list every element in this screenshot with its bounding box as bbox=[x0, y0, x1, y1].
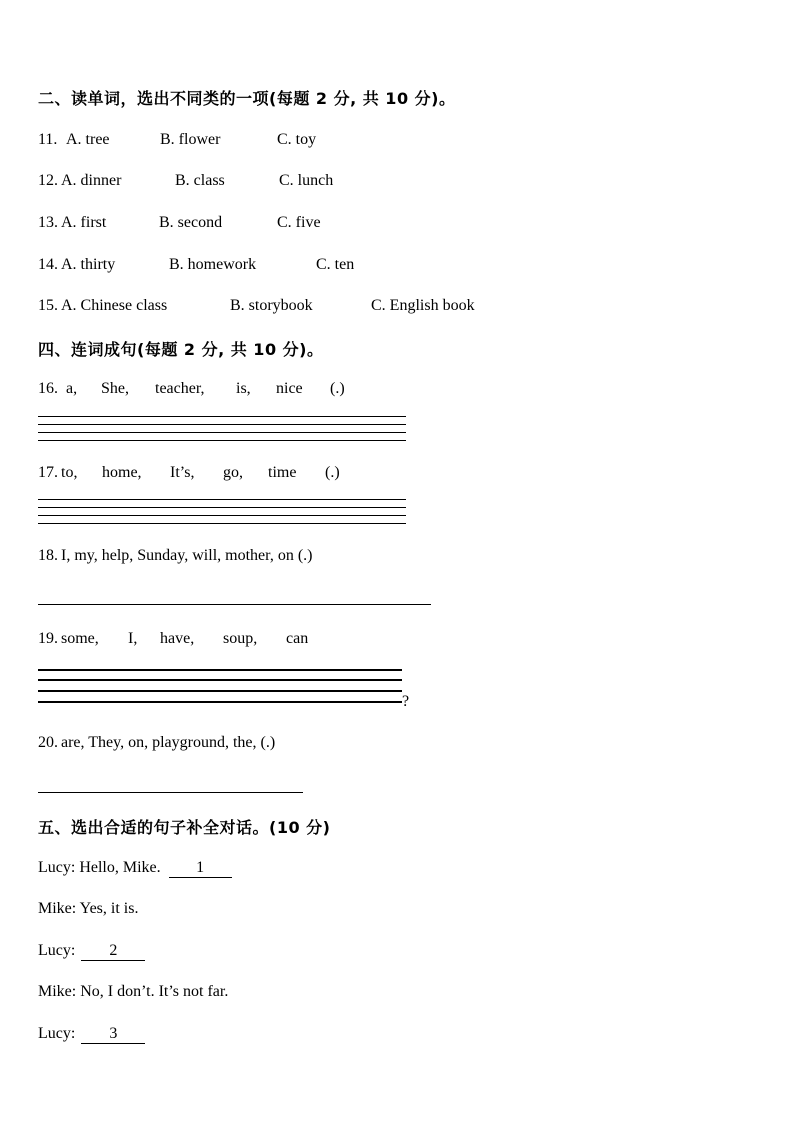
speaker: Lucy: bbox=[38, 1025, 76, 1042]
writing-line[interactable] bbox=[38, 424, 406, 425]
word: teacher, bbox=[155, 380, 205, 397]
answer-line[interactable] bbox=[38, 792, 303, 793]
option-b: B. storybook bbox=[230, 297, 313, 314]
option-b: B. class bbox=[175, 172, 225, 189]
dialogue-text: No, I don’t. It’s not far. bbox=[80, 983, 229, 1000]
question-mark: ? bbox=[402, 693, 410, 710]
speaker: Lucy: bbox=[38, 942, 76, 959]
option-a: A. Chinese class bbox=[61, 297, 168, 314]
question-text: are, They, on, playground, the, (.) bbox=[61, 734, 276, 751]
dialogue-line-4 bbox=[38, 982, 228, 1002]
question-number: 14. bbox=[38, 256, 58, 273]
dialogue-text: Yes, it is. bbox=[79, 900, 139, 917]
question-number: 13. bbox=[38, 214, 58, 231]
writing-line[interactable] bbox=[38, 432, 406, 433]
answer-blank[interactable]: 1 bbox=[169, 859, 232, 878]
writing-line[interactable] bbox=[38, 507, 406, 508]
dialogue-line-3 bbox=[38, 941, 145, 961]
speaker: Lucy: bbox=[38, 859, 76, 876]
word: It’s, bbox=[170, 464, 195, 481]
word: have, bbox=[160, 630, 195, 647]
answer-blank[interactable]: 3 bbox=[81, 1025, 145, 1044]
question-number: 11. bbox=[38, 131, 58, 148]
word: (.) bbox=[330, 380, 345, 397]
option-c: C. toy bbox=[277, 131, 317, 148]
question-number: 12. bbox=[38, 172, 58, 189]
question-number: 17. bbox=[38, 464, 58, 481]
option-c: C. English book bbox=[371, 297, 475, 314]
word: (.) bbox=[325, 464, 340, 481]
word: is, bbox=[236, 380, 251, 397]
word: soup, bbox=[223, 630, 258, 647]
writing-line[interactable] bbox=[38, 499, 406, 500]
word: a, bbox=[66, 380, 78, 397]
word: She, bbox=[101, 380, 129, 397]
word: to, bbox=[61, 464, 78, 481]
option-b: B. second bbox=[159, 214, 223, 231]
option-c: C. ten bbox=[316, 256, 355, 273]
dialogue-text: Hello, Mike. bbox=[79, 859, 161, 876]
option-a: A. first bbox=[61, 214, 107, 231]
word: some, bbox=[61, 630, 99, 647]
question-number: 18. bbox=[38, 547, 58, 564]
question-number: 15. bbox=[38, 297, 58, 314]
word: nice bbox=[276, 380, 303, 397]
question-text: I, my, help, Sunday, will, mother, on (.) bbox=[61, 547, 313, 564]
option-a: A. dinner bbox=[61, 172, 122, 189]
speaker: Mike: bbox=[38, 983, 77, 1000]
option-a: A. tree bbox=[66, 131, 110, 148]
writing-line[interactable] bbox=[38, 679, 402, 681]
word: home, bbox=[102, 464, 142, 481]
question-number: 19. bbox=[38, 630, 58, 647]
question-number: 20. bbox=[38, 734, 58, 751]
writing-line[interactable] bbox=[38, 669, 402, 671]
writing-line[interactable] bbox=[38, 416, 406, 417]
word: can bbox=[286, 630, 309, 647]
writing-line[interactable] bbox=[38, 515, 406, 516]
section-2-title: 二、读单词，选出不同类的一项(每题 2 分, 共 10 分)。 bbox=[38, 89, 456, 108]
option-c: C. five bbox=[277, 214, 321, 231]
word: time bbox=[268, 464, 297, 481]
writing-line[interactable] bbox=[38, 690, 402, 692]
option-b: B. flower bbox=[160, 131, 221, 148]
answer-line[interactable] bbox=[38, 604, 431, 605]
writing-line[interactable] bbox=[38, 701, 402, 703]
word: go, bbox=[223, 464, 243, 481]
option-b: B. homework bbox=[169, 256, 257, 273]
dialogue-line-1 bbox=[38, 858, 232, 878]
answer-blank[interactable]: 2 bbox=[81, 942, 145, 961]
dialogue-line-2 bbox=[38, 899, 138, 919]
speaker: Mike: bbox=[38, 900, 77, 917]
writing-line[interactable] bbox=[38, 523, 406, 524]
question-number: 16. bbox=[38, 380, 58, 397]
option-c: C. lunch bbox=[279, 172, 334, 189]
word: I, bbox=[128, 630, 138, 647]
writing-line[interactable] bbox=[38, 440, 406, 441]
section-4-title: 四、连词成句(每题 2 分, 共 10 分)。 bbox=[38, 340, 324, 359]
section-5-title: 五、选出合适的句子补全对话。(10 分) bbox=[38, 818, 331, 837]
option-a: A. thirty bbox=[61, 256, 116, 273]
dialogue-line-5 bbox=[38, 1024, 145, 1044]
